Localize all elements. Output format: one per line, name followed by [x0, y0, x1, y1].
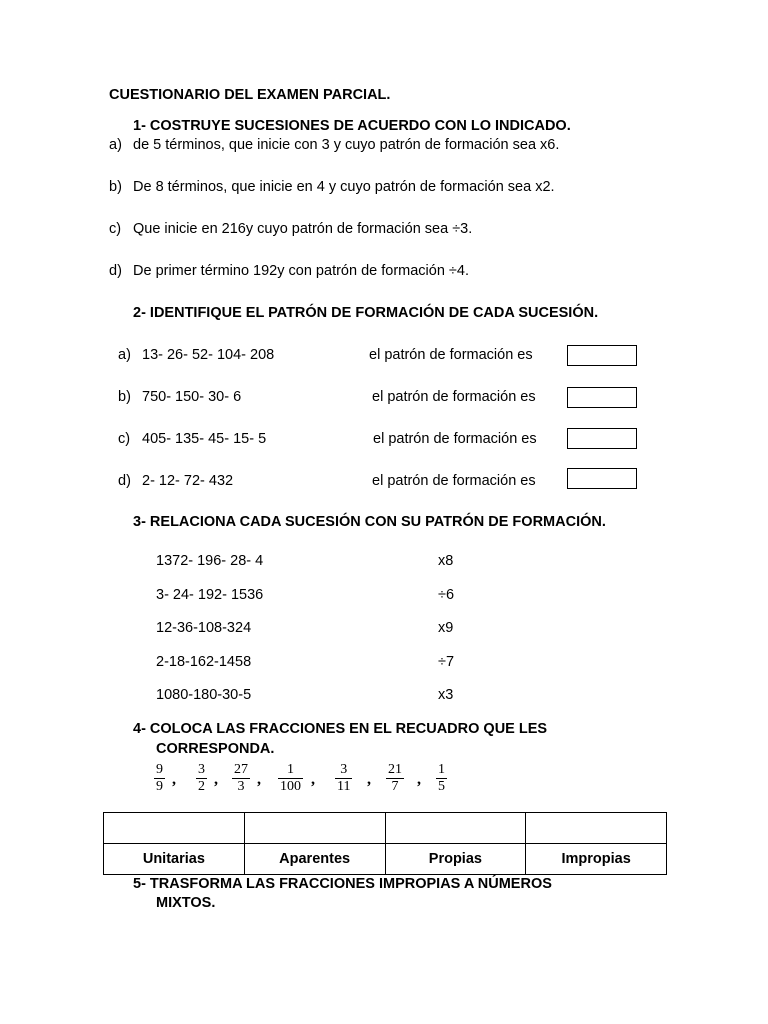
fraction-numerator: 3 — [198, 762, 205, 777]
fraction — [335, 762, 352, 795]
fraction-denominator: 7 — [386, 778, 404, 795]
question-4-heading: 4- COLOCA LAS FRACCIONES EN EL RECUADRO QUE LES — [133, 721, 548, 737]
q1-item-text: de 5 términos, que inicie con 3 y cuyo patrón de formación sea x6. — [133, 137, 560, 153]
q3-sequence: 3- 24- 192- 1536 — [156, 587, 264, 603]
q2-item-c — [118, 431, 266, 447]
table-row — [104, 813, 667, 844]
q2-item-letter: d) — [118, 473, 131, 489]
q3-sequence: 12-36-108-324 — [156, 620, 252, 636]
q1-item-letter: c) — [109, 221, 122, 237]
q3-pattern: x8 — [438, 553, 454, 569]
fraction — [196, 762, 207, 795]
q2-item-a — [118, 347, 274, 363]
q2-sequence: 13- 26- 52- 104- 208 — [142, 347, 275, 363]
separator: , — [257, 771, 261, 788]
q1-item-letter: a) — [109, 137, 122, 153]
table-header-impropias: Impropias — [526, 844, 667, 875]
q3-pattern: ÷6 — [438, 587, 455, 603]
fraction-denominator: 9 — [156, 779, 163, 794]
q1-item-d — [109, 263, 469, 279]
table-header-row — [104, 844, 667, 875]
fraction-numerator: 1 — [287, 762, 294, 777]
q2-item-b — [118, 389, 241, 405]
fraction — [154, 762, 165, 795]
fraction-numerator: 1 — [438, 762, 445, 777]
q2-answer-box-d[interactable] — [567, 468, 637, 489]
table-header-unitarias: Unitarias — [104, 844, 245, 875]
q2-label: el patrón de formación es — [372, 389, 536, 405]
fraction-denominator: 3 — [232, 778, 250, 795]
q3-pattern: x3 — [438, 687, 454, 703]
q2-label: el patrón de formación es — [369, 347, 533, 363]
q1-item-c — [109, 221, 472, 237]
fraction-denominator: 5 — [438, 779, 445, 794]
question-5-heading-line2: MIXTOS. — [156, 895, 216, 911]
q3-pattern: x9 — [438, 620, 454, 636]
q3-sequence: 1080-180-30-5 — [156, 687, 252, 703]
q2-sequence: 405- 135- 45- 15- 5 — [142, 431, 267, 447]
page-title: CUESTIONARIO DEL EXAMEN PARCIAL. — [109, 87, 391, 103]
q2-item-letter: b) — [118, 389, 131, 405]
fraction-numerator: 21 — [388, 762, 402, 777]
q2-answer-box-a[interactable] — [567, 345, 637, 366]
q2-sequence: 750- 150- 30- 6 — [142, 389, 242, 405]
table-header-aparentes: Aparentes — [244, 844, 385, 875]
q1-item-a — [109, 137, 559, 153]
fraction — [386, 762, 404, 795]
table-cell-impropias-answer[interactable] — [526, 813, 667, 844]
separator: , — [214, 771, 218, 788]
q2-answer-box-c[interactable] — [567, 428, 637, 449]
q1-item-b — [109, 179, 555, 195]
classification-table — [103, 812, 667, 875]
q1-item-text: De primer término 192y con patrón de formación ÷4. — [133, 263, 469, 279]
q1-item-letter: b) — [109, 179, 122, 195]
separator: , — [311, 771, 315, 788]
fraction — [278, 762, 303, 795]
fraction-numerator: 9 — [156, 762, 163, 777]
fraction-numerator: 27 — [234, 762, 248, 777]
question-3-heading: 3- RELACIONA CADA SUCESIÓN CON SU PATRÓN DE FORMACIÓN. — [133, 514, 606, 530]
q1-item-text: De 8 términos, que inicie en 4 y cuyo patrón de formación sea x2. — [133, 179, 555, 195]
q3-sequence: 1372- 196- 28- 4 — [156, 553, 264, 569]
question-1-heading: 1- COSTRUYE SUCESIONES DE ACUERDO CON LO INDICADO. — [133, 118, 571, 134]
table-cell-propias-answer[interactable] — [385, 813, 526, 844]
q1-item-letter: d) — [109, 263, 122, 279]
question-2-heading: 2- IDENTIFIQUE EL PATRÓN DE FORMACIÓN DE CADA SUCESIÓN. — [133, 305, 599, 321]
table-header-propias: Propias — [385, 844, 526, 875]
q1-item-text: Que inicie en 216y cuyo patrón de formación sea ÷3. — [133, 221, 473, 237]
q2-answer-box-b[interactable] — [567, 387, 637, 408]
q2-item-letter: c) — [118, 431, 131, 447]
fraction-denominator: 2 — [198, 779, 205, 794]
q3-sequence: 2-18-162-1458 — [156, 654, 252, 670]
table-cell-aparentes-answer[interactable] — [244, 813, 385, 844]
table-cell-unitarias-answer[interactable] — [104, 813, 245, 844]
q2-label: el patrón de formación es — [372, 473, 536, 489]
question-5-heading: 5- TRASFORMA LAS FRACCIONES IMPROPIAS A NÚMEROS — [133, 876, 552, 892]
fraction — [436, 762, 447, 795]
fraction — [232, 762, 250, 795]
fraction-denominator: 11 — [337, 779, 351, 794]
fraction-denominator: 100 — [280, 779, 301, 794]
fraction-numerator: 3 — [340, 762, 348, 777]
q2-item-d — [118, 473, 233, 489]
separator: , — [417, 771, 421, 788]
q2-sequence: 2- 12- 72- 432 — [142, 473, 234, 489]
question-4-heading-line2: CORRESPONDA. — [156, 741, 275, 757]
separator: , — [172, 771, 176, 788]
q2-label: el patrón de formación es — [373, 431, 537, 447]
q2-item-letter: a) — [118, 347, 131, 363]
separator: , — [367, 771, 371, 788]
q3-pattern: ÷7 — [438, 654, 455, 670]
